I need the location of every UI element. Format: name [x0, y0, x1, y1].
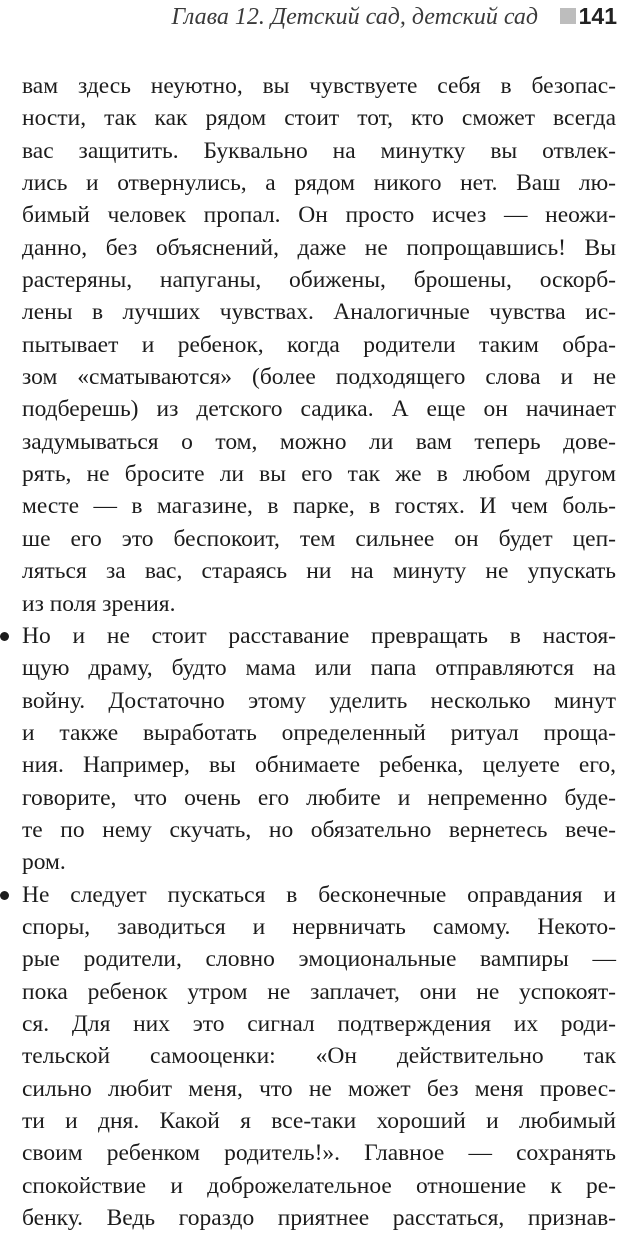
text-line: ше его это беспокоит, тем сильнее он будет цеп-: [22, 525, 616, 552]
text-line: ния. Например, вы обнимаете ребенка, целуете его,: [22, 752, 616, 779]
text-line: бимый человек пропал. Он просто исчез — неожи-: [22, 202, 616, 229]
page-body: [0, 70, 620, 1234]
text-line: те по нему скучать, но обязательно вернетесь вече-: [22, 816, 616, 843]
text-line: задумываться о том, можно ли вам теперь дове-: [22, 428, 616, 455]
text-line: вам здесь неуютно, вы чувствуете себя в безопас-: [22, 73, 616, 99]
text-line: ти и дня. Какой я все-таки хороший и любимый: [22, 1108, 616, 1134]
text-line: Но и не стоит расставание превращать в настоя-: [22, 622, 616, 649]
text-line: щую драму, будто мама или папа отправляются на: [22, 655, 616, 682]
text-line: месте — в магазине, в парке, в гостях. И чем боль-: [22, 493, 616, 520]
text-paragraph: [0, 70, 620, 620]
text-line: зом «сматываются» (более подходящего слова и не: [22, 364, 616, 391]
text-line: ся. Для них это сигнал подтверждения их роди-: [22, 1010, 616, 1037]
text-line: ром.: [22, 849, 66, 876]
text-line: рые родители, словно эмоциональные вампиры —: [22, 946, 616, 973]
text-line: сильно любит меня, что не может без меня провес-: [22, 1075, 616, 1102]
text-line: подберешь) из детского садика. А еще он начинает: [22, 396, 616, 423]
header-square-marker: [560, 8, 576, 24]
text-line: Не следует пускаться в бесконечные оправдания и: [22, 881, 616, 908]
bullet-icon: [0, 632, 9, 641]
text-line: спокойствие и доброжелательное отношение к ре-: [22, 1172, 616, 1199]
chapter-title: Глава 12. Детский сад, детский сад: [171, 4, 538, 30]
page-number: 141: [578, 3, 617, 29]
text-line: пытывает и ребенок, когда родители таким обра-: [22, 331, 616, 358]
text-line: пока ребенок утром не заплачет, они не успокоят-: [22, 978, 616, 1005]
text-line: рять, не бросите ли вы его так же в любом другом: [22, 461, 616, 488]
text-line: из поля зрения.: [22, 590, 176, 617]
running-header: [0, 0, 620, 34]
text-line: ляться за вас, стараясь ни на минуту не упускать: [22, 558, 616, 585]
text-line: ности, так как рядом стоит тот, кто сможет всегда: [22, 105, 616, 132]
text-line: и также выработать определенный ритуал проща-: [22, 719, 616, 746]
bullet-icon: [0, 891, 9, 900]
text-line: бенку. Ведь гораздо приятнее расстаться, признав-: [22, 1205, 616, 1232]
text-line: тельской самооценки: «Он действительно так: [22, 1043, 616, 1070]
text-line: лены в лучших чувствах. Аналогичные чувства ис-: [22, 299, 616, 326]
text-line: говорите, что очень его любите и непременно буде-: [22, 784, 616, 811]
text-line: лись и отвернулись, а рядом никого нет. Ваш лю-: [22, 170, 616, 197]
text-line: споры, заводиться и нервничать самому. Некото-: [22, 913, 616, 940]
text-line: своим ребенком родитель!». Главное — сохранять: [22, 1140, 616, 1167]
text-line: данно, без объяснений, даже не попрощавшись! Вы: [22, 234, 616, 261]
bullet-item: [0, 879, 620, 1234]
text-line: вас защитить. Буквально на минутку вы отвлек-: [22, 137, 616, 164]
text-line: растеряны, напуганы, обижены, брошены, оскорб-: [22, 267, 616, 294]
text-line: войну. Достаточно этому уделить несколько минут: [22, 687, 616, 714]
bullet-item: [0, 620, 620, 879]
